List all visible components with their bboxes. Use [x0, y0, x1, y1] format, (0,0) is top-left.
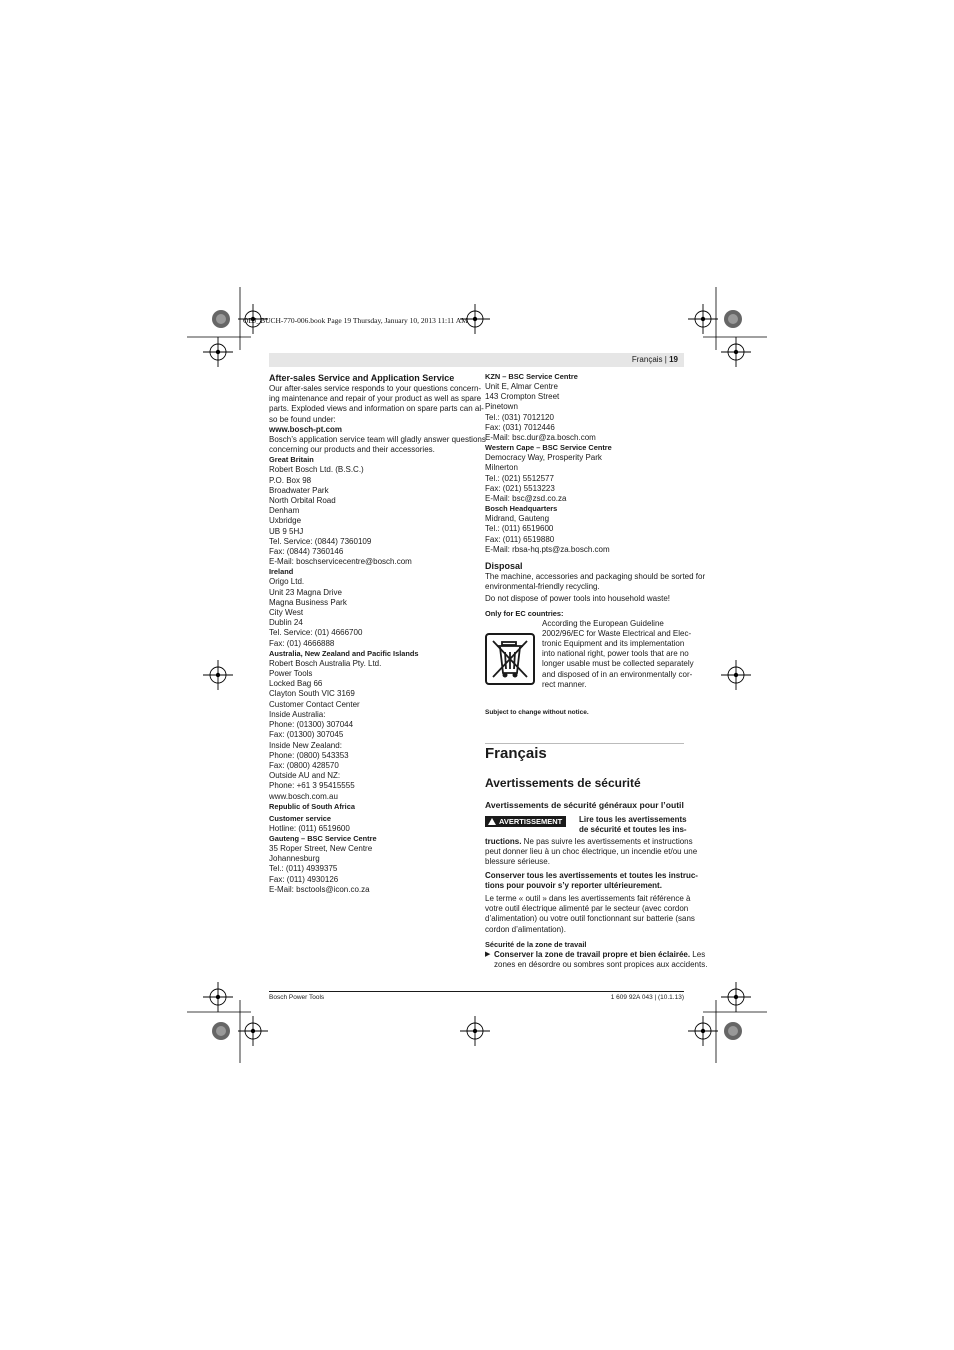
bullet-arrow-icon: ▶	[485, 950, 491, 958]
warning-badge	[485, 816, 566, 827]
bosch-web-link[interactable]: www.bosch-pt.com	[269, 424, 343, 434]
header-language-page: Français | 19	[631, 355, 678, 364]
ireland-address: Origo Ltd. Unit 23 Magna Drive Magna Business Park City West Dublin 24 Tel. Service: (01) 4666700 Fax: (01) 4666888	[269, 577, 363, 648]
page-header	[269, 353, 684, 367]
bullet-bold-text: Conserver la zone de travail propre et bien éclairée.	[494, 949, 691, 959]
disposal-heading: Disposal	[485, 561, 523, 572]
gauteng-title: Gauteng – BSC Service Centre	[269, 833, 377, 843]
warning-bold-line-3: tructions.	[485, 837, 522, 846]
ec-countries-title: Only for EC countries:	[485, 608, 564, 618]
warning-triangle-icon	[488, 818, 496, 825]
ireland-title: Ireland	[269, 567, 294, 577]
after-sales-intro: Our after-sales service responds to your questions concern- ing maintenance and repair of your product as well as spare parts. Exploded views and information on spare parts can al- so be found under:	[269, 384, 484, 424]
subject-to-change: Subject to change without notice.	[485, 709, 589, 716]
application-team-text: Bosch’s application service team will gladly answer questions concerning our products and their accessories.	[269, 435, 486, 455]
ec-directive-text: According the European Guideline 2002/96/EC for Waste Electrical and Elec- tronic Equipment and its implementation into national right, power tools that are no longer usable must be collected separately and disposed of in an environmentally cor- rect manner.	[542, 618, 694, 689]
hq-title: Bosch Headquarters	[485, 504, 558, 514]
kzn-address: Unit E, Almar Centre 143 Crompton Street Pinetown Tel.: (031) 7012120 Fax: (031) 7012446 E-Mail: bsc.dur@za.bosch.com	[485, 382, 596, 443]
footer-left: Bosch Power Tools	[269, 994, 325, 1001]
warning-bold-line-2: de sécurité et toutes les ins-	[579, 825, 687, 834]
australia-title: Australia, New Zealand and Pacific Islands	[269, 648, 419, 658]
hq-address: Midrand, Gauteng Tel.: (011) 6519600 Fax: (011) 6519880 E-Mail: rbsa-hq.pts@za.bosch.com	[485, 514, 610, 554]
section-divider	[485, 743, 684, 744]
disposal-text: The machine, accessories and packaging should be sorted for environmental-friendly recycling.	[485, 572, 706, 592]
footer-rule	[269, 991, 684, 992]
header-language: Français	[631, 355, 663, 364]
warning-block	[485, 816, 685, 837]
work-area-bullet: ▶ Conserver la zone de travail propre et bien éclairée. Les zones en désordre ou sombres sont propices aux accidents.	[485, 949, 708, 970]
tool-term-text: Le terme « outil » dans les avertissements fait référence à votre outil électrique alimenté par le secteur (avec cordon d’alimentation) ou votre outil fonctionnant sur batterie (sans cordon d’alimentation).	[485, 894, 695, 934]
keep-instructions-text: Conserver tous les avertissements et toutes les instruc- tions pour pouvoir s’y reporter ultérieurement.	[485, 870, 698, 890]
header-page-number: 19	[669, 355, 678, 364]
australia-address: Robert Bosch Australia Pty. Ltd. Power Tools Locked Bag 66 Clayton South VIC 3169 Customer Contact Center Inside Australia: Phone: (01300) 307044 Fax: (01300) 307045 Inside New Zealand: Phone: (0800) 543353 Fax: (0800) 428570 Outside AU and NZ: Phone: +61 3 95415555 www.bosch.com.au	[269, 658, 382, 801]
warning-bold-line-1: Lire tous les avertissements	[579, 815, 687, 824]
left-column	[269, 373, 486, 895]
disposal-warning: Do not dispose of power tools into household waste!	[485, 594, 671, 604]
francais-title: Français	[485, 745, 547, 762]
warning-label: AVERTISSEMENT	[499, 817, 563, 826]
warning-rest-line-3: Ne pas suivre les avertissements et instructions	[521, 837, 693, 846]
footer-right: 1 609 92A 043 | (10.1.13)	[610, 994, 684, 1001]
print-info: OBJ_BUCH-770-006.book Page 19 Thursday, January 10, 2013 11:11 AM	[243, 316, 468, 325]
customer-service-title: Customer service	[269, 813, 332, 823]
after-sales-heading: After-sales Service and Application Service	[269, 373, 455, 383]
customer-service-lines: Hotline: (011) 6519600	[269, 823, 350, 833]
safety-warnings-heading: Avertissements de sécurité	[485, 776, 641, 790]
south-africa-title: Republic of South Africa	[269, 801, 355, 811]
warning-text: tructions. Ne pas suivre les avertissements et instructions peut donner lieu à un choc électrique, un incendie et/ou une blessure sérieuse.	[485, 837, 698, 867]
general-warnings-heading: Avertissements de sécurité généraux pour l’outil	[485, 800, 684, 810]
francais-section	[485, 745, 708, 970]
gauteng-address: 35 Roper Street, New Centre Johannesburg Tel.: (011) 4939375 Fax: (011) 4930126 E-Mail: bsctools@icon.co.za	[269, 843, 373, 894]
bullet-rest-text: Les	[690, 949, 706, 959]
crossed-bin-icon	[485, 633, 535, 685]
kzn-title: KZN – BSC Service Centre	[485, 372, 578, 381]
western-cape-address: Democracy Way, Prosperity Park Milnerton Tel.: (021) 5512577 Fax: (021) 5513223 E-Mail: bsc@zsd.co.za	[485, 453, 602, 504]
work-area-safety-title: Sécurité de la zone de travail	[485, 939, 587, 949]
western-cape-title: Western Cape – BSC Service Centre	[485, 443, 612, 453]
great-britain-title: Great Britain	[269, 455, 314, 465]
great-britain-address: Robert Bosch Ltd. (B.S.C.) P.O. Box 98 Broadwater Park North Orbital Road Denham Uxbridge UB 9 5HJ Tel. Service: (0844) 7360109 Fax: (0844) 7360146 E-Mail: boschservicecentre@bosch.com	[269, 465, 412, 567]
